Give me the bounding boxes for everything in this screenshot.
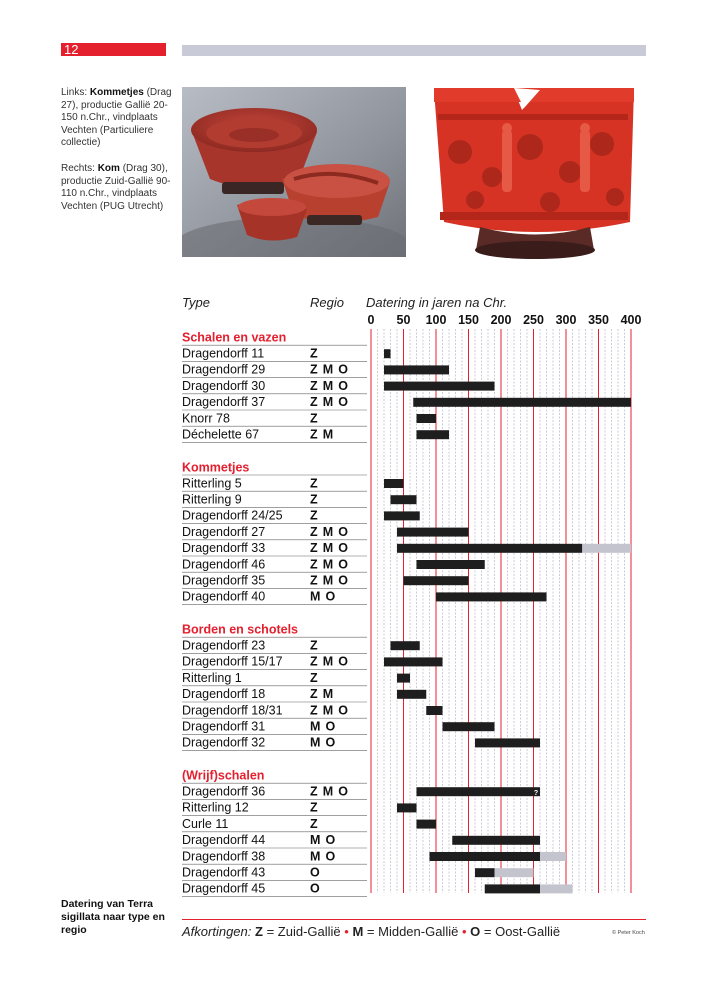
regio-label: Z — [310, 638, 319, 653]
regio-label: Z — [310, 411, 319, 426]
dating-bar — [452, 836, 540, 845]
legend-m-code: M — [352, 924, 364, 939]
legend-bullet: • — [344, 924, 349, 939]
type-label: Dragendorff 24/25 — [182, 508, 283, 523]
type-label: Dragendorff 44 — [182, 833, 266, 848]
type-label: Knorr 78 — [182, 411, 230, 426]
photo-kommetjes — [182, 87, 406, 257]
uncertain-range-bar — [495, 868, 534, 877]
tick-label: 200 — [490, 313, 512, 327]
type-label: Dragendorff 37 — [182, 395, 266, 410]
type-label: Dragendorff 31 — [182, 719, 266, 734]
type-label: Dragendorff 11 — [182, 346, 265, 361]
tick-label: 50 — [396, 313, 411, 327]
regio-label: Z — [310, 816, 319, 831]
legend-prefix: Afkortingen: — [182, 924, 252, 939]
type-label: Dragendorff 29 — [182, 362, 266, 377]
tick-label: 250 — [523, 313, 544, 327]
dating-bar — [384, 349, 391, 358]
tick-label: 300 — [555, 313, 577, 327]
caption-bold: Kom — [97, 163, 120, 174]
type-label: Dragendorff 45 — [182, 881, 266, 896]
type-label: Dragendorff 38 — [182, 849, 266, 864]
regio-label: O — [310, 865, 321, 880]
abbreviations-legend — [182, 924, 560, 939]
uncertain-range-bar — [582, 544, 631, 553]
type-label: Dragendorff 36 — [182, 784, 266, 799]
section-title: Kommetjes — [182, 460, 250, 475]
caption-label: Links: — [61, 87, 88, 98]
dating-bar — [417, 820, 437, 829]
dating-bar — [397, 803, 417, 812]
type-label: Dragendorff 40 — [182, 589, 266, 604]
dating-bar — [391, 495, 417, 504]
legend-o-code: O — [470, 924, 481, 939]
dating-bar — [397, 690, 426, 699]
type-label: Dragendorff 32 — [182, 735, 266, 750]
type-label: Dragendorff 18/31 — [182, 703, 283, 718]
type-label: Dragendorff 43 — [182, 865, 266, 880]
regio-label: Z M O — [310, 654, 349, 669]
type-label: Dragendorff 15/17 — [182, 654, 283, 669]
tick-label: 150 — [458, 313, 479, 327]
regio-label: M O — [310, 833, 337, 848]
type-label: Ritterling 9 — [182, 492, 242, 507]
page-number: 12 — [64, 42, 79, 57]
dating-bar — [475, 868, 495, 877]
type-label: Curle 11 — [182, 816, 229, 831]
left-photo-caption — [61, 87, 173, 150]
dating-bar — [417, 414, 437, 423]
regio-label: Z — [310, 800, 319, 815]
legend-bullet: • — [461, 924, 467, 939]
dating-bar — [485, 884, 540, 893]
dating-bar — [417, 430, 450, 439]
dating-bar — [475, 738, 540, 747]
caption-label: Rechts: — [61, 163, 95, 174]
header-type: Type — [182, 295, 210, 310]
photo-credit: © Peter Koch — [612, 930, 645, 936]
legend-o-text: = Oost-Gallië — [483, 924, 561, 939]
regio-label: Z M O — [310, 703, 349, 718]
regio-label: Z M O — [310, 573, 349, 588]
header-regio: Regio — [310, 295, 344, 310]
dating-bar — [397, 544, 582, 553]
chart-caption: Datering van Terra sigillata naar type en regio — [61, 898, 165, 936]
dating-bar — [391, 641, 420, 650]
type-label: Dragendorff 46 — [182, 557, 266, 572]
dating-bar — [413, 398, 631, 407]
regio-label: M O — [310, 735, 337, 750]
type-label: Dragendorff 30 — [182, 378, 266, 393]
caption-text: (Drag 27), productie Gallië 20-150 n.Chr., vindplaats Vechten (Particuliere collectie) — [61, 87, 172, 148]
uncertain-range-bar — [540, 852, 566, 861]
dating-bar — [384, 365, 449, 374]
dating-chart-svg — [182, 293, 646, 905]
dating-bar — [384, 382, 495, 391]
header-bar — [182, 45, 646, 56]
caption-bold: Kommetjes — [89, 87, 144, 98]
photo-kom — [430, 82, 648, 265]
dating-bar — [384, 657, 443, 666]
regio-label: Z — [310, 492, 319, 507]
caption-text: (Drag 30), productie Zuid-Gallië 90-110 n.Chr., vindplaats Vechten (PUG Utrecht) — [61, 163, 171, 212]
type-label: Déchelette 67 — [182, 427, 260, 442]
regio-label: Z M — [310, 687, 334, 702]
regio-label: M O — [310, 719, 337, 734]
dating-bar — [397, 674, 410, 683]
regio-label: Z — [310, 670, 319, 685]
regio-label: Z M O — [310, 557, 349, 572]
regio-label: Z M O — [310, 784, 349, 799]
type-label: Ritterling 12 — [182, 800, 249, 815]
regio-label: O — [310, 881, 321, 896]
legend-z-code: Z — [255, 924, 263, 939]
regio-label: M O — [310, 589, 337, 604]
regio-label: M O — [310, 849, 337, 864]
tick-label: 400 — [620, 313, 642, 327]
dating-bar — [397, 528, 469, 537]
regio-label: Z M O — [310, 362, 349, 377]
page-number-bar — [61, 43, 166, 56]
dating-bar — [384, 511, 420, 520]
regio-label: Z M O — [310, 524, 349, 539]
uncertainty-note: ? — [533, 790, 539, 798]
section-title: Borden en schotels — [182, 622, 298, 637]
legend-m-text: = Midden-Gallië — [366, 924, 459, 939]
dating-chart — [182, 293, 646, 905]
dating-bar — [417, 787, 541, 796]
tick-label: 0 — [367, 313, 375, 327]
type-label: Dragendorff 18 — [182, 687, 266, 702]
dating-bar — [404, 576, 469, 585]
type-label: Dragendorff 35 — [182, 573, 266, 588]
dating-bar — [436, 592, 547, 601]
type-label: Ritterling 5 — [182, 476, 242, 491]
regio-label: Z M O — [310, 378, 349, 393]
tick-label: 350 — [588, 313, 609, 327]
header-dating: Datering in jaren na Chr. — [366, 295, 508, 310]
regio-label: Z M O — [310, 395, 349, 410]
tick-label: 100 — [425, 313, 447, 327]
regio-label: Z — [310, 346, 319, 361]
dating-bar — [430, 852, 541, 861]
section-title: (Wrijf)schalen — [182, 768, 265, 783]
type-label: Dragendorff 23 — [182, 638, 266, 653]
uncertain-range-bar — [540, 884, 573, 893]
legend-z-text: = Zuid-Gallië — [266, 924, 341, 939]
dating-bar — [384, 479, 404, 488]
type-label: Dragendorff 33 — [182, 541, 266, 556]
footer-rule — [182, 919, 646, 920]
section-title: Schalen en vazen — [182, 330, 287, 345]
right-photo-caption — [61, 163, 173, 213]
type-label: Ritterling 1 — [182, 670, 242, 685]
regio-label: Z — [310, 476, 319, 491]
dating-bar — [417, 560, 485, 569]
regio-label: Z M — [310, 427, 334, 442]
dating-bar — [426, 706, 442, 715]
regio-label: Z — [310, 508, 319, 523]
dating-bar — [443, 722, 495, 731]
type-label: Dragendorff 27 — [182, 524, 266, 539]
regio-label: Z M O — [310, 541, 349, 556]
